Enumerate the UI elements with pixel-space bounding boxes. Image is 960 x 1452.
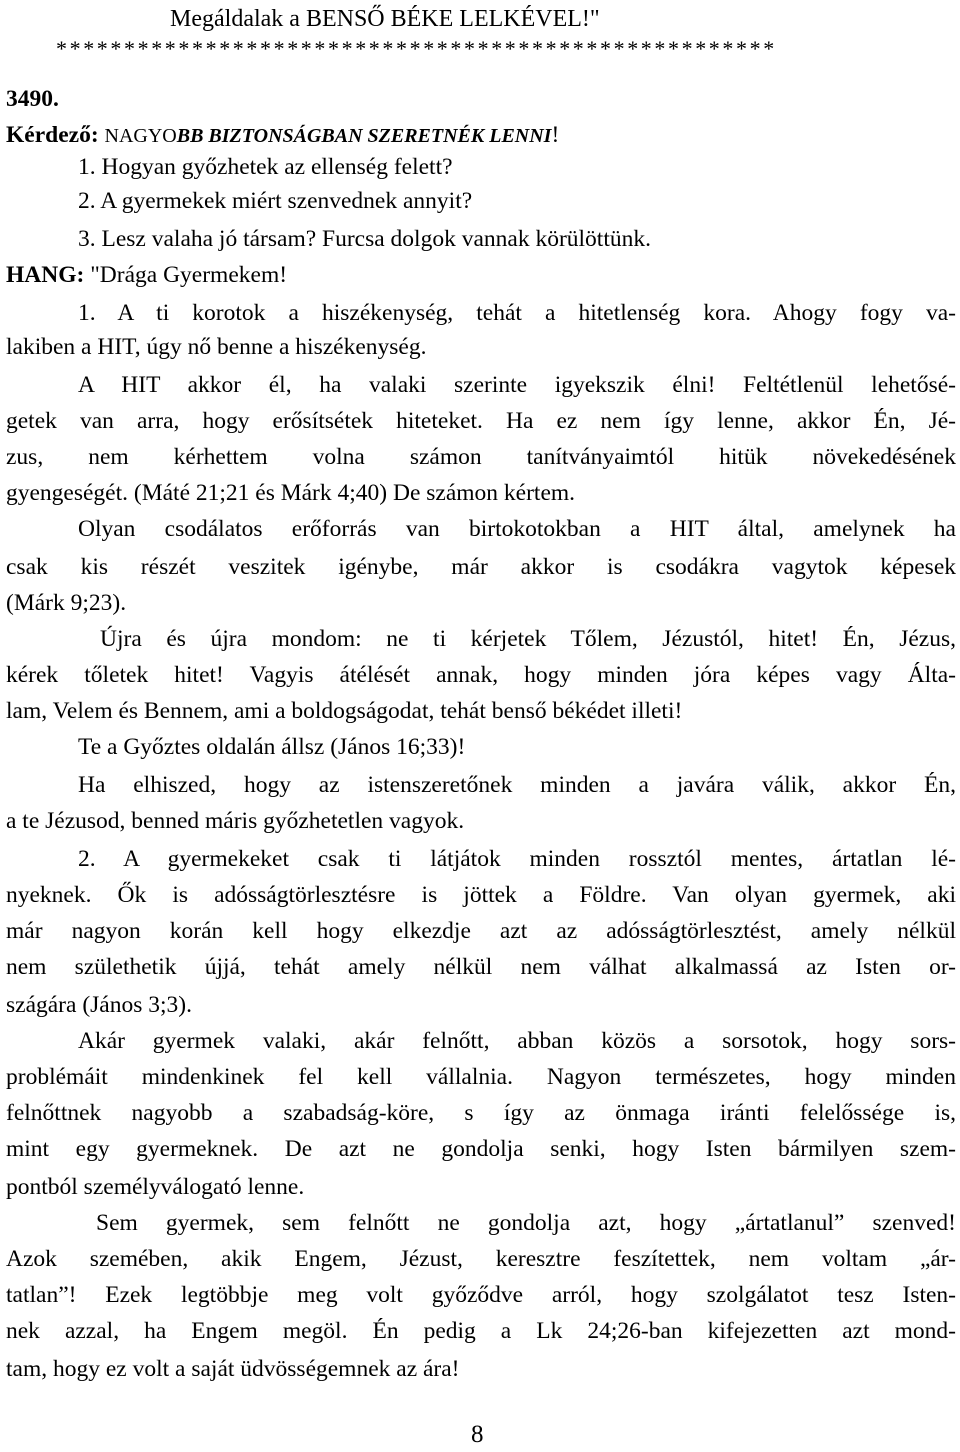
body-line-11: kérek tőletek hitet! Vagyis átélését annak, hogy minden jóra képes vagy Álta- bbox=[6, 662, 956, 688]
body-line-21: Akár gyermek valaki, akár felnőtt, abban közös a sorsotok, hogy sors- bbox=[78, 1028, 956, 1054]
asker-title-end: ! bbox=[551, 122, 560, 148]
body-line-4: getek van arra, hogy erősítsétek hiteteket. Ha ez nem így lenne, akkor Én, Jé- bbox=[6, 408, 956, 434]
body-line-13: Te a Győztes oldalán állsz (János 16;33)! bbox=[78, 734, 466, 760]
body-line-8: csak kis részét veszitek igénybe, már akkor is csodákra vagytok képesek bbox=[6, 554, 956, 580]
body-line-12: lam, Velem és Bennem, ami a boldogságodat, tehát benső békédet illeti! bbox=[6, 698, 683, 724]
body-line-16: 2. A gyermekeket csak ti látjátok minden rossztól mentes, ártatlan lé- bbox=[78, 846, 956, 872]
body-line-1: 1. A ti korotok a hiszékenység, tehát a hitetlenség kora. Ahogy fogy va- bbox=[78, 300, 956, 326]
body-line-22: problémáit mindenkinek fel kell vállalnia. Nagyon természetes, hogy minden bbox=[6, 1064, 956, 1090]
body-line-24: mint egy gyermeknek. De azt ne gondolja senki, hogy Isten bármilyen szem- bbox=[6, 1136, 956, 1162]
message-number: 3490. bbox=[6, 86, 59, 112]
question-2: 2. A gyermekek miért szenvednek annyit? bbox=[78, 188, 473, 214]
body-line-15: a te Jézusod, benned máris győzhetetlen vagyok. bbox=[6, 808, 465, 834]
body-line-9: (Márk 9;23). bbox=[6, 590, 127, 616]
body-line-14: Ha elhiszed, hogy az istenszeretőnek minden a javára válik, akkor Én, bbox=[78, 772, 956, 798]
body-line-30: tam, hogy ez volt a saját üdvösségemnek az ára! bbox=[6, 1356, 460, 1382]
body-line-6: gyengeségét. (Máté 21;21 és Márk 4;40) De számon kértem. bbox=[6, 480, 576, 506]
body-line-3: A HIT akkor él, ha valaki szerinte igyekszik élni! Feltétlenül lehetősé- bbox=[78, 372, 956, 398]
closing-blessing: Megáldalak a BENSŐ BÉKE LELKÉVEL!" bbox=[170, 6, 600, 32]
asker-label: Kérdező: bbox=[6, 122, 99, 148]
body-line-19: nem születhetik újjá, tehát amely nélkül nem válhat alkalmassá az Isten or- bbox=[6, 954, 956, 980]
body-line-17: nyeknek. Ők is adósságtörlesztésre is jöttek a Földre. Van olyan gyermek, aki bbox=[6, 882, 956, 908]
body-line-10: Újra és újra mondom: ne ti kérjetek Tőlem, Jézustól, hitet! Én, Jézus, bbox=[100, 626, 956, 652]
asker-title-part2: BB BIZTONSÁGBAN SZERETNÉK LENNI bbox=[176, 125, 552, 147]
body-line-28: tatlan”! Ezek legtöbbje meg volt győződve arról, hogy szolgálatot tesz Isten- bbox=[6, 1282, 956, 1308]
asker-line bbox=[6, 120, 559, 151]
voice-line bbox=[6, 260, 287, 290]
body-line-23: felnőttnek nagyobb a szabadság-köre, s így az önmaga iránti felelőssége is, bbox=[6, 1100, 956, 1126]
voice-greeting: "Drága Gyermekem! bbox=[84, 262, 288, 288]
question-1: 1. Hogyan győzhetek az ellenség felett? bbox=[78, 154, 453, 180]
separator-line: ***************************************************** bbox=[56, 36, 777, 61]
body-line-29: nek azzal, ha Engem megöl. Én pedig a Lk 24;26-ban kifejezetten azt mond- bbox=[6, 1318, 956, 1344]
body-line-7: Olyan csodálatos erőforrás van birtokotokban a HIT által, amelynek ha bbox=[78, 516, 956, 542]
question-3: 3. Lesz valaha jó társam? Furcsa dolgok vannak körülöttünk. bbox=[78, 226, 651, 252]
body-line-5: zus, nem kérhettem volna számon tanítványaimtól hitük növekedésének bbox=[6, 444, 956, 470]
body-line-26: Sem gyermek, sem felnőtt ne gondolja azt, hogy „ártatlanul” szenved! bbox=[96, 1210, 956, 1236]
body-line-25: pontból személyválogató lenne. bbox=[6, 1174, 305, 1200]
page-number: 8 bbox=[471, 1421, 484, 1448]
voice-label: HANG: bbox=[6, 262, 85, 288]
body-line-20: szágára (János 3;3). bbox=[6, 992, 192, 1018]
body-line-2: lakiben a HIT, úgy nő benne a hiszékenység. bbox=[6, 334, 427, 360]
asker-title-part1: NAGYO bbox=[104, 125, 177, 147]
body-line-18: már nagyon korán kell hogy elkezdje azt az adósságtörlesztést, amely nélkül bbox=[6, 918, 956, 944]
body-line-27: Azok szemében, akik Engem, Jézust, keresztre feszítettek, nem voltam „ár- bbox=[6, 1246, 956, 1272]
